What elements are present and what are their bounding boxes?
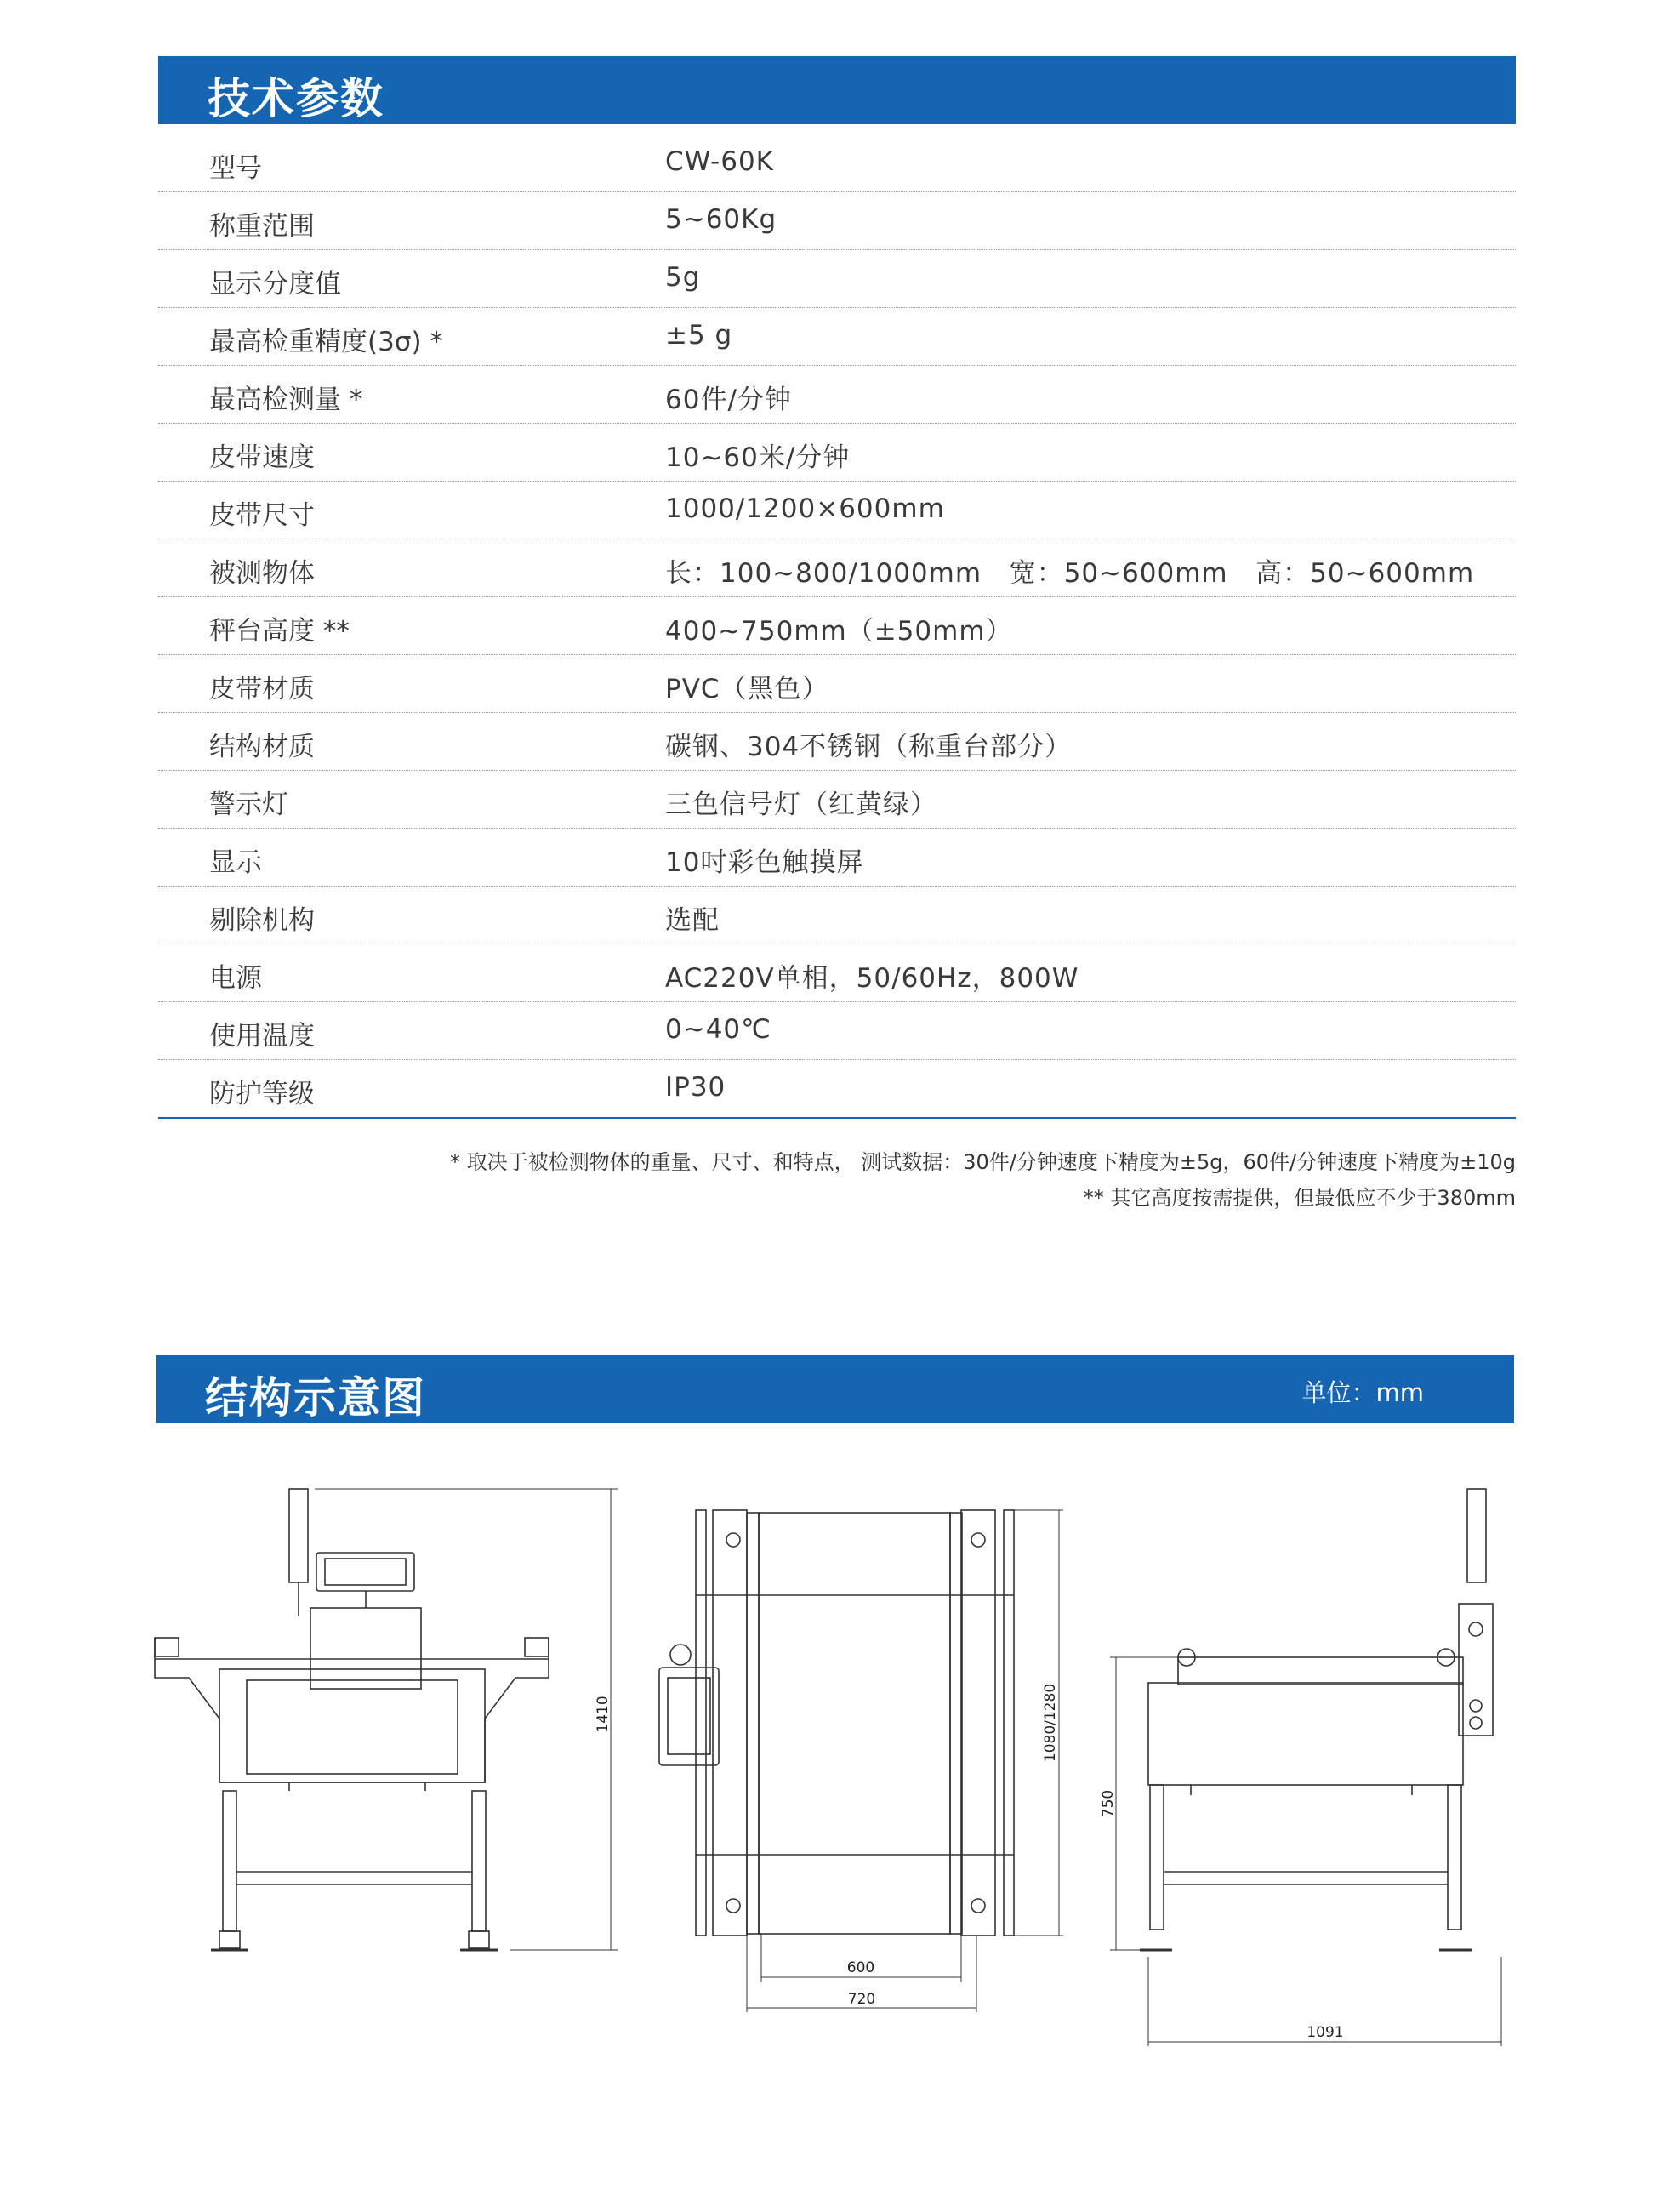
dim-overall-height: 1410	[595, 1696, 612, 1733]
spec-value: 0~40℃	[665, 1014, 771, 1045]
spec-row	[158, 308, 1516, 366]
spec-label: 皮带尺寸	[209, 500, 315, 531]
specs-header-bar	[158, 56, 1516, 124]
spec-label: 秤台高度 **	[209, 616, 350, 647]
unit-label: 单位：mm	[1301, 1378, 1424, 1407]
spec-row	[158, 134, 1516, 192]
dim-belt-width: 600	[846, 1959, 875, 1976]
spec-label: 皮带速度	[209, 442, 315, 473]
footnote-accuracy: * 取决于被检测物体的重量、尺寸、和特点， 测试数据：30件/分钟速度下精度为±5g，60件/分钟速度下精度为±10g	[449, 1150, 1516, 1174]
spec-row	[158, 424, 1516, 482]
structure-diagram	[0, 1446, 1668, 2093]
spec-row	[158, 366, 1516, 424]
spec-value: 10~60米/分钟	[665, 442, 851, 473]
spec-row	[158, 597, 1516, 655]
top-view	[659, 1510, 1063, 2012]
spec-value: 长：100~800/1000mm 宽：50~600mm 高：50~600mm	[665, 558, 1475, 589]
spec-label: 电源	[209, 963, 262, 994]
spec-table	[158, 134, 1516, 1118]
spec-value: AC220V单相，50/60Hz，800W	[665, 963, 1079, 994]
specs-title: 技术参数	[208, 74, 384, 123]
dim-belt-length: 1080/1280	[1042, 1683, 1059, 1763]
footnote-height: ** 其它高度按需提供，但最低应不少于380mm	[1083, 1186, 1516, 1210]
spec-row	[158, 250, 1516, 308]
spec-label: 使用温度	[209, 1021, 315, 1052]
dim-table-height: 750	[1100, 1789, 1117, 1818]
spec-row	[158, 539, 1516, 597]
diagram-header-bar	[156, 1355, 1514, 1423]
spec-label: 皮带材质	[209, 674, 315, 704]
spec-value: PVC（黑色）	[665, 674, 829, 704]
diagram-title: 结构示意图	[205, 1373, 426, 1422]
spec-value: 5g	[665, 262, 701, 293]
spec-row	[158, 887, 1516, 944]
spec-row	[158, 771, 1516, 829]
spec-label: 显示	[209, 847, 262, 878]
spec-value: 60件/分钟	[665, 385, 792, 415]
spec-value: 1000/1200×600mm	[665, 493, 945, 524]
spec-row	[158, 192, 1516, 250]
spec-label: 被测物体	[209, 558, 315, 589]
spec-label: 型号	[209, 153, 262, 184]
spec-row	[158, 655, 1516, 713]
dim-frame-width: 720	[847, 1991, 876, 2008]
spec-label: 防护等级	[209, 1079, 315, 1109]
spec-label: 警示灯	[209, 790, 288, 820]
spec-value: CW-60K	[665, 146, 775, 177]
spec-row	[158, 1002, 1516, 1060]
side-view	[1100, 1489, 1501, 2046]
spec-row	[158, 1060, 1516, 1118]
spec-label: 剔除机构	[209, 905, 315, 936]
spec-value: 5~60Kg	[665, 204, 777, 235]
spec-row	[158, 713, 1516, 771]
spec-value: IP30	[665, 1072, 726, 1103]
spec-row	[158, 829, 1516, 887]
spec-label: 显示分度值	[209, 269, 341, 299]
spec-label: 最高检重精度(3σ) *	[209, 327, 443, 357]
spec-label: 结构材质	[209, 732, 315, 762]
spec-label: 称重范围	[209, 211, 315, 242]
spec-value: 三色信号灯（红黄绿）	[665, 790, 937, 820]
spec-value: 选配	[665, 905, 720, 936]
spec-value: ±5 g	[665, 320, 733, 351]
dim-overall-width: 1091	[1307, 2024, 1344, 2041]
spec-value: 10吋彩色触摸屏	[665, 847, 864, 878]
table-bottom-rule	[158, 1117, 1516, 1119]
spec-value: 碳钢、304不锈钢（称重台部分）	[665, 732, 1073, 762]
spec-row	[158, 482, 1516, 539]
spec-row	[158, 944, 1516, 1002]
spec-value: 400~750mm（±50mm）	[665, 616, 1013, 647]
front-view	[155, 1489, 618, 1950]
spec-label: 最高检测量 *	[209, 385, 363, 415]
